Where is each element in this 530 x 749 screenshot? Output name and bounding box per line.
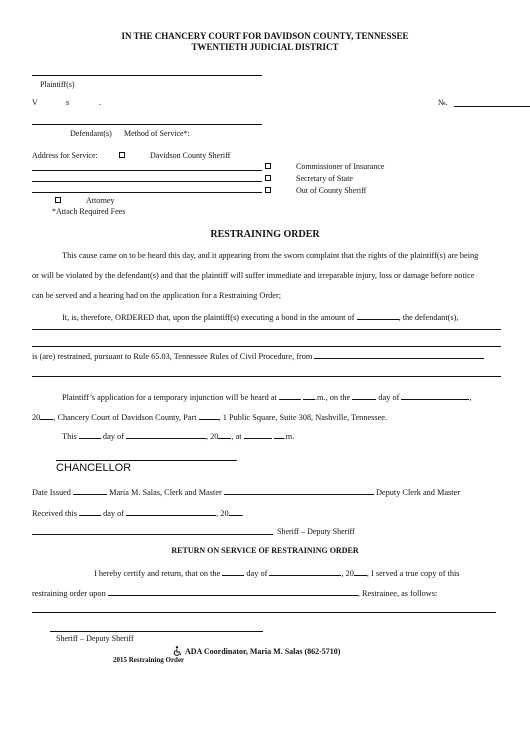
davidson-sheriff-checkbox[interactable] [119,152,125,158]
attorney-checkbox[interactable] [55,197,61,203]
at-text: , at [231,432,242,441]
m-text: .m. [283,432,295,441]
served-copy-text: , I served a true copy of this [366,569,460,578]
hearing-month-blank[interactable] [401,391,472,402]
ordered-line-1[interactable] [32,329,501,330]
received-this-text: Received this [32,509,77,518]
case-number-line[interactable] [454,106,530,107]
hearing-day-blank[interactable] [352,391,376,400]
return-day-of: day of [246,569,268,578]
day-of-text: day of [378,393,400,402]
restrainee-text: , Restrainee, as follows: [357,589,438,598]
address-line-2[interactable] [32,181,262,182]
secretary-checkbox[interactable] [265,175,271,181]
restrained-line-2[interactable] [32,376,501,377]
received-period: . [241,509,244,518]
ada-coordinator-text: ADA Coordinator, Maria M. Salas (862-5710) [185,647,341,656]
order-month-blank[interactable] [126,430,206,439]
received-month-blank[interactable] [126,507,216,516]
plaintiff-line[interactable] [32,75,262,76]
fees-note: *Attach Required Fees [52,207,126,216]
return-year-text: , 20 [341,569,354,578]
restraining-upon-text: restraining order upon [32,589,106,598]
year-prefix: 20 [32,413,41,422]
return-year-blank[interactable] [354,567,367,576]
injunction-text: Plaintiff’s application for a temporary injunction will be heard at [62,393,277,402]
restrained-from-blank[interactable] [314,350,484,359]
order-year-blank[interactable] [218,430,231,439]
out-county-label: Out of County Sheriff [296,186,367,195]
day-of-text-2: day of [102,432,124,441]
commissioner-checkbox[interactable] [265,163,271,169]
versus-label: V [32,98,38,107]
chancery-court-text: , Chancery Court of Davidson County, Part [53,413,197,422]
address-text: , 1 Public Square, Suite 308, Nashville, Tennessee. [218,413,388,422]
address-line-3[interactable] [32,192,262,193]
secretary-label: Secretary of State [296,174,353,183]
chancellor-label: CHANCELLOR [56,462,132,474]
date-issued-label: Date Issued [32,488,71,497]
order-day-blank[interactable] [79,430,101,439]
received-day-of: day of [103,509,125,518]
order-am-pm-blank[interactable] [274,430,284,439]
method-of-service-label: Method of Service*: [124,129,190,138]
certify-text: I hereby certify and return, that on the [94,569,221,578]
return-month-blank[interactable] [269,567,341,576]
davidson-sheriff-label: Davidson County Sheriff [150,151,231,160]
address-line-1[interactable] [32,170,262,171]
district-name: TWENTIETH JUDICIAL DISTRICT [191,42,339,52]
out-county-checkbox[interactable] [265,187,271,193]
order-paragraph-1-line-3: can be served and a hearing had on the application for a Restraining Order; [32,291,282,300]
plaintiffs-label: Plaintiff(s) [40,80,75,89]
form-id: 2015 Restraining Order [113,656,185,664]
attorney-label: Attorney [86,196,115,205]
return-sheriff-label: Sheriff – Deputy Sheriff [56,634,134,643]
return-day-blank[interactable] [222,567,244,576]
order-paragraph-1-line-1: This cause came on to be heard this day, and it appearing from the sworn complaint that the rights of the plaintiff(s) are being [62,251,479,260]
clerk-name: Maria M. Salas, Clerk and Master [109,488,222,497]
order-time-blank[interactable] [244,430,272,439]
restrainee-blank[interactable] [108,587,358,596]
return-sheriff-line[interactable] [50,631,263,632]
ordered-line-2[interactable] [32,346,501,347]
hearing-time-blank[interactable] [279,391,301,400]
on-the-text: .m., on the [314,393,351,402]
received-year-text: , 20 [216,509,229,518]
bond-amount-blank[interactable] [357,311,399,320]
am-pm-blank[interactable] [303,391,315,400]
defendants-text: , the defendant(s), [398,313,459,322]
case-number-label: №. [438,98,448,107]
address-for-service-label: Address for Service: [32,151,98,160]
versus-s: s [66,98,70,107]
return-title: RETURN ON SERVICE OF RESTRAINING ORDER [171,546,359,555]
restrained-text: is (are) restrained, pursuant to Rule 65.03, Tennessee Rules of Civil Procedure, from [32,352,313,361]
order-paragraph-1-line-2: or will be violated by the defendant(s) and that the plaintiff will suffer immediate and irreparable injury, loss or damage before notice [32,271,475,280]
sheriff-signature-line[interactable] [32,534,273,535]
date-issued-blank[interactable] [73,486,107,495]
deputy-clerk-blank[interactable] [224,486,374,495]
comma-text: , [469,393,472,402]
commissioner-label: Commissioner of Insurance [296,162,385,171]
part-blank[interactable] [199,411,219,420]
received-day-blank[interactable] [79,507,101,516]
court-name: IN THE CHANCERY COURT FOR DAVIDSON COUNTY, TENNESSEE [121,31,409,41]
defendants-label: Defendant(s) [70,129,112,138]
received-year-blank[interactable] [229,507,242,516]
this-text: This [62,432,77,441]
chancellor-signature-line[interactable] [56,460,237,461]
ada-line [173,646,340,658]
versus-dot: . [99,98,101,107]
return-line-2[interactable] [32,612,496,613]
year-text: , 20 [205,432,219,441]
sheriff-deputy-label: Sheriff – Deputy Sheriff [277,527,355,536]
order-title: RESTRAINING ORDER [210,229,320,240]
deputy-clerk-label: Deputy Clerk and Master [375,488,461,497]
defendant-line[interactable] [32,124,262,125]
hearing-year-blank[interactable] [40,411,53,420]
ordered-text: It, is, therefore, ORDERED that, upon the plaintiff(s) executing a bond in the amount of [62,313,355,322]
